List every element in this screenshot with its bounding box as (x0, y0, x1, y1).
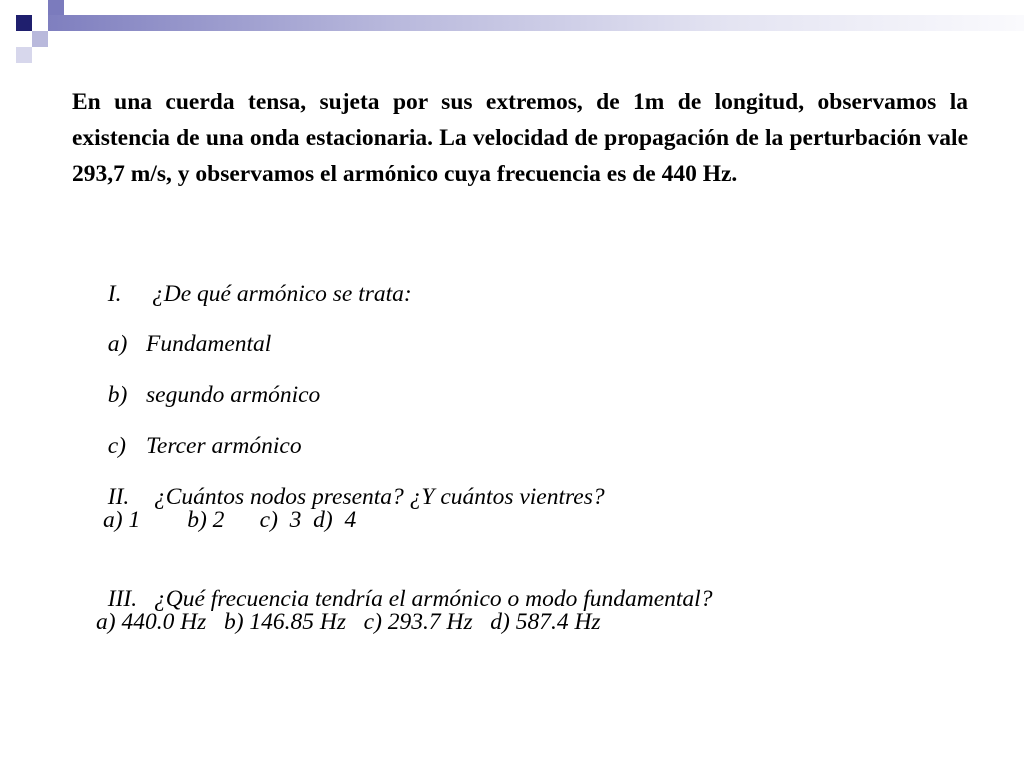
corner-square-dark (16, 15, 32, 31)
question-3-text: ¿Qué frecuencia tendría el armónico o modo fundamental? (154, 586, 713, 612)
question-2-text: ¿Cuántos nodos presenta? ¿Y cuántos vientres? (154, 484, 605, 510)
question-1-option-b (96, 353, 321, 409)
corner-square-mid (48, 0, 64, 16)
option-text: segundo armónico (146, 382, 321, 408)
question-1-option-a (96, 302, 272, 358)
header-gradient-bar (48, 15, 1024, 31)
corner-square-light-2 (16, 47, 32, 63)
option-text: Fundamental (146, 331, 272, 357)
question-1-text: ¿De qué armónico se trata: (152, 281, 412, 307)
option-label: c) (107, 433, 127, 459)
question-2 (96, 455, 605, 511)
question-3-answers: a) 440.0 Hz b) 146.85 Hz c) 293.7 Hz d) 587.4 Hz (96, 609, 601, 635)
question-2-number: II. (107, 484, 130, 510)
question-3-number: III. (107, 586, 138, 612)
corner-square-light (32, 31, 48, 47)
option-label: b) (107, 382, 128, 408)
question-1 (96, 252, 412, 308)
problem-statement: En una cuerda tensa, sujeta por sus extremos, de 1m de longitud, observamos la existencia de una onda estacionaria. La velocidad de propagación de la perturbación vale 293,7 m/s, y observamos el armónico cuya frecuencia es de 440 Hz. (72, 89, 968, 187)
option-text: Tercer armónico (146, 433, 302, 459)
question-2-answers: a) 1 b) 2 c) 3 d) 4 (103, 507, 357, 533)
question-3 (96, 557, 713, 613)
question-1-option-c (96, 404, 302, 460)
option-label: a) (107, 331, 128, 357)
question-1-number: I. (107, 281, 122, 307)
